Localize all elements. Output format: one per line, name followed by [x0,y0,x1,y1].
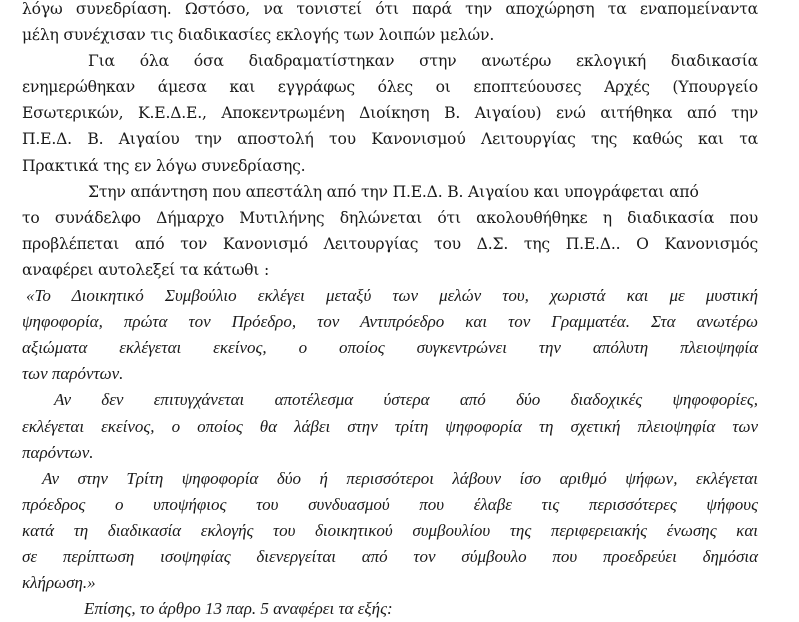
text-line: Στην απάντηση που απεστάλη από την Π.Ε.Δ. Β. Αιγαίου και υπογράφεται από [88,182,699,201]
text-line: Πρακτικά της εν λόγω συνεδρίασης. [22,156,306,175]
text-line: ενημερώθηκαν άμεσα και εγγράφως όλες οι εποπτεύουσες Αρχές (Υπουργείο [22,78,758,97]
text-line: λόγω συνεδρίαση. Ωστόσο, να τονιστεί ότι παρά την αποχώρηση τα εναπομείναντα [22,0,758,18]
paragraph-article-reference [22,596,758,622]
text-line: μέλη συνέχισαν τις διαδικασίες εκλογής των λοιπών μελών. [22,26,495,45]
text-line: σε περίπτωση ισοψηφίας διενεργείται από τον σύμβουλο που προεδρεύει δημόσια [22,546,758,566]
paragraph-response [22,179,758,283]
text-line: κατά τη διαδικασία εκλογής του διοικητικού συμβουλίου της περιφερειακής ένωσης και [22,520,758,540]
text-line: Επίσης, το άρθρο 13 παρ. 5 αναφέρει τα εξής: [84,599,393,619]
text-line: κλήρωση.» [22,573,96,593]
quote-second-round [22,387,758,465]
text-line: Εσωτερικών, Κ.Ε.Δ.Ε., Αποκεντρωμένη Διοίκηση Β. Αιγαίου) ενώ αιτήθηκα από την [22,104,758,123]
document-page [22,0,758,622]
text-line: εκλέγεται εκείνος, ο οποίος θα λάβει στην τρίτη ψηφοφορία τη σχετική πλειοψηφία των [22,416,758,436]
text-line: το συνάδελφο Δήμαρχο Μυτιλήνης δηλώνεται ότι ακολουθήθηκε η διαδικασία που [22,208,758,227]
text-line: Αν δεν επιτυγχάνεται αποτέλεσμα ύστερα από δύο διαδοχικές ψηφοφορίες, [54,390,758,410]
quote-tie-break [22,466,758,596]
text-line: πρόεδρος ο υποψήφιος του συνδυασμού που έλαβε τις περισσότερες ψήφους [22,494,758,514]
text-line: αξιώματα εκλέγεται εκείνος, ο οποίος συγκεντρώνει την απόλυτη πλειοψηφία [22,338,758,358]
text-line: των παρόντων. [22,364,124,384]
paragraph-notification [22,48,758,178]
text-line: Π.Ε.Δ. Β. Αιγαίου την αποστολή του Κανονισμού Λειτουργίας της καθώς και τα [22,130,758,149]
quote-election-rules [22,283,758,387]
text-line: ψηφοφορία, πρώτα τον Πρόεδρο, τον Αντιπρόεδρο και τον Γραμματέα. Στα ανωτέρω [22,312,758,332]
text-line: προβλέπεται από τον Κανονισμό Λειτουργίας του Δ.Σ. της Π.Ε.Δ.. Ο Κανονισμός [22,234,758,253]
text-line: «Το Διοικητικό Συμβούλιο εκλέγει μεταξύ των μελών του, χωριστά και με μυστική [26,286,758,306]
paragraph-continuation [22,0,758,48]
text-line: Για όλα όσα διαδραματίστηκαν στην ανωτέρω εκλογική διαδικασία [88,52,758,71]
text-line: αναφέρει αυτολεξεί τα κάτωθι : [22,260,270,279]
text-line: παρόντων. [22,442,94,462]
text-line: Αν στην Τρίτη ψηφοφορία δύο ή περισσότεροι λάβουν ίσο αριθμό ψήφων, εκλέγεται [42,468,758,488]
